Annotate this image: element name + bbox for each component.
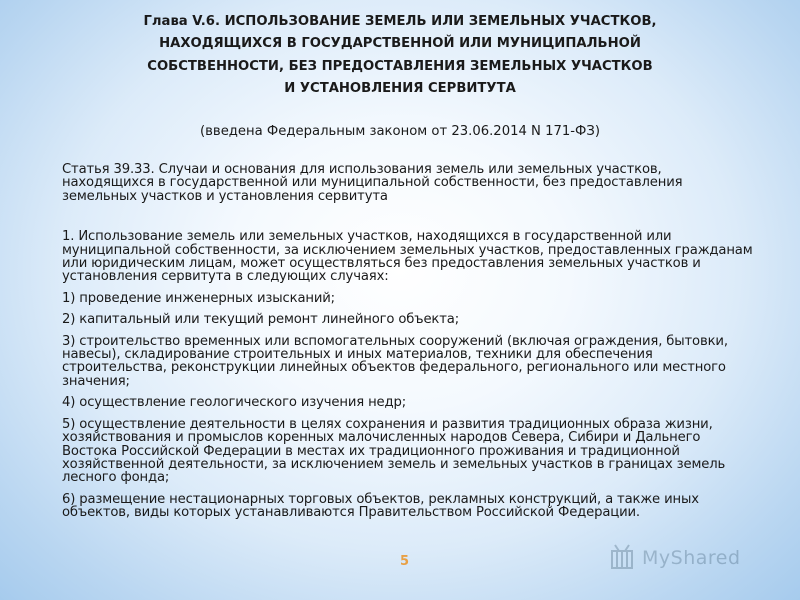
amendment-note: (введена Федеральным законом от 23.06.2014 N 171-ФЗ) bbox=[200, 124, 600, 139]
page-number: 5 bbox=[400, 554, 410, 569]
chapter-heading-line: И УСТАНОВЛЕНИЯ СЕРВИТУТА bbox=[284, 80, 516, 96]
clause: 1. Использование земель или земельных участков, находящихся в государственной или муниципальной собственности, за исключением земельных участков, предоставленных гражданам или юридическим лицам, может осуществляться без предоставления земельных участков и установления сервитута в следующих случаях: bbox=[62, 229, 753, 285]
article-title: Статья 39.33. Случаи и основания для использования земель или земельных участков, находящихся в государственной или муниципальной собственности, без предоставления земельных участков и установления сервитута bbox=[62, 162, 683, 204]
clause: 2) капитальный или текущий ремонт линейного объекта; bbox=[62, 312, 459, 328]
myshared-logo-icon bbox=[606, 542, 638, 574]
clause: 6) размещение нестационарных торговых объектов, рекламных конструкций, а также иных объектов, виды которых устанавливаются Правительством Российской Федерации. bbox=[62, 491, 699, 521]
watermark-text: MyShared bbox=[642, 547, 741, 569]
clause: 4) осуществление геологического изучения недр; bbox=[62, 395, 406, 411]
chapter-heading-line: Глава V.6. ИСПОЛЬЗОВАНИЕ ЗЕМЕЛЬ ИЛИ ЗЕМЕЛЬНЫХ УЧАСТКОВ, bbox=[143, 14, 657, 29]
chapter-heading-line: СОБСТВЕННОСТИ, БЕЗ ПРЕДОСТАВЛЕНИЯ ЗЕМЕЛЬНЫХ УЧАСТКОВ bbox=[147, 58, 653, 74]
chapter-heading-line: НАХОДЯЩИХСЯ В ГОСУДАРСТВЕННОЙ ИЛИ МУНИЦИПАЛЬНОЙ bbox=[159, 36, 641, 52]
clause: 1) проведение инженерных изысканий; bbox=[62, 290, 335, 306]
article-body bbox=[62, 163, 754, 528]
clause: 5) осуществление деятельности в целях сохранения и развития традиционных образа жизни, хозяйствования и промыслов коренных малочисленных народов Севера, Сибири и Дальнего Востока Российской Федерации в местах их традиционного проживания и традиционной хозяйственной деятельности, за исключением земель и земельных участков в границах земель лесного фонда; bbox=[62, 416, 726, 486]
watermark-logo bbox=[606, 538, 766, 578]
chapter-heading bbox=[100, 11, 700, 100]
clause: 3) строительство временных или вспомогательных сооружений (включая ограждения, бытовки, навесы), складирование строительных и иных материалов, техники для обеспечения строительства, реконструкции линейных объектов федерального, регионального или местного значения; bbox=[62, 333, 728, 389]
